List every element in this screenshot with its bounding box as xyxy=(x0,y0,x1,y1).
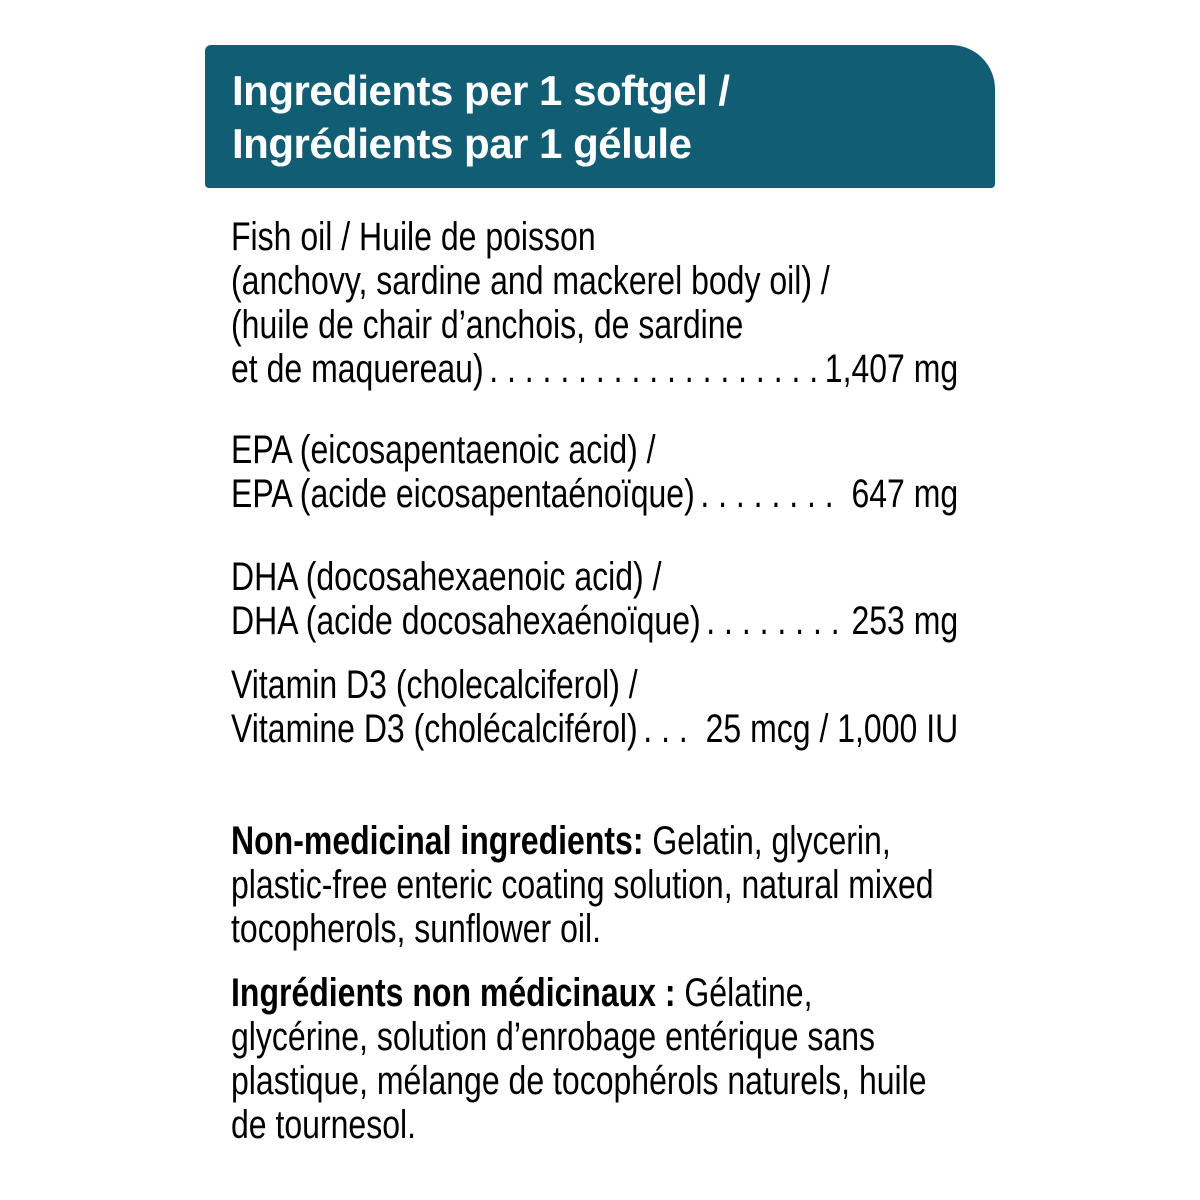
ingredient-name-line: (huile de chair d’anchois, de sardine xyxy=(231,303,744,347)
paragraph-line: de tournesol. xyxy=(231,1103,417,1147)
ingredient-name-line: et de maquereau) xyxy=(231,347,484,391)
paragraph-line: tocopherols, sunflower oil. xyxy=(231,907,601,951)
paragraph-lead-bold: Non-medicinal ingredients: xyxy=(231,819,644,863)
paragraph-line: glycérine, solution d’enrobage entérique sans xyxy=(231,1015,875,1059)
paragraph-line: plastic-free enteric coating solution, natural mixed xyxy=(231,863,934,907)
ingredient-name-line: EPA (acide eicosapentaénoïque) xyxy=(231,472,695,516)
ingredient-name-line: DHA (docosahexaenoic acid) / xyxy=(231,555,662,599)
ingredient-epa xyxy=(231,428,958,516)
paragraph-line: plastique, mélange de tocophérols naturels, huile xyxy=(231,1059,927,1103)
ingredient-amount: 647 mg xyxy=(851,472,959,516)
ingredients-panel xyxy=(205,45,995,1147)
non-medicinal-ingredients-fr xyxy=(231,971,958,1147)
ingredient-name-line: (anchovy, sardine and mackerel body oil) / xyxy=(231,259,830,303)
ingredient-fish-oil xyxy=(231,215,958,391)
ingredient-amount-row xyxy=(231,707,958,751)
non-medicinal-ingredients-en xyxy=(231,819,958,951)
paragraph-text: Gelatin, glycerin, xyxy=(643,819,891,863)
ingredient-vitamin-d3 xyxy=(231,663,958,751)
paragraph-text: Gélatine, xyxy=(675,971,813,1015)
ingredient-dha xyxy=(231,555,958,643)
dot-leader: . . . . . . . . xyxy=(706,599,840,643)
ingredient-amount-row xyxy=(231,472,958,516)
ingredient-name-line: EPA (eicosapentaenoic acid) / xyxy=(231,428,656,472)
ingredient-amount: 253 mg xyxy=(851,599,959,643)
ingredient-amount: 25 mcg / 1,000 IU xyxy=(705,707,959,751)
dot-leader: . . . xyxy=(643,707,688,751)
ingredient-name-line: Fish oil / Huile de poisson xyxy=(231,215,596,259)
ingredient-name-line: Vitamin D3 (cholecalciferol) / xyxy=(231,663,638,707)
paragraph-lead-bold: Ingrédients non médicinaux : xyxy=(231,971,676,1015)
ingredient-amount-row xyxy=(231,347,958,391)
header-title-fr: Ingrédients par 1 gélule xyxy=(232,119,692,167)
ingredient-name-line: Vitamine D3 (cholécalciférol) xyxy=(231,707,638,751)
paragraph-line xyxy=(231,971,958,1015)
dot-leader: . . . . . . . . . . . . . . . . . . . xyxy=(489,347,819,391)
dot-leader: . . . . . . . . xyxy=(700,472,834,516)
ingredients-body xyxy=(231,215,958,1147)
paragraph-line xyxy=(231,819,958,863)
header-title-en: Ingredients per 1 softgel / xyxy=(232,66,730,114)
panel-header xyxy=(205,45,995,188)
ingredient-amount-row xyxy=(231,599,958,643)
ingredient-name-line: DHA (acide docosahexaénoïque) xyxy=(231,599,701,643)
ingredient-amount: 1,407 mg xyxy=(824,347,959,391)
